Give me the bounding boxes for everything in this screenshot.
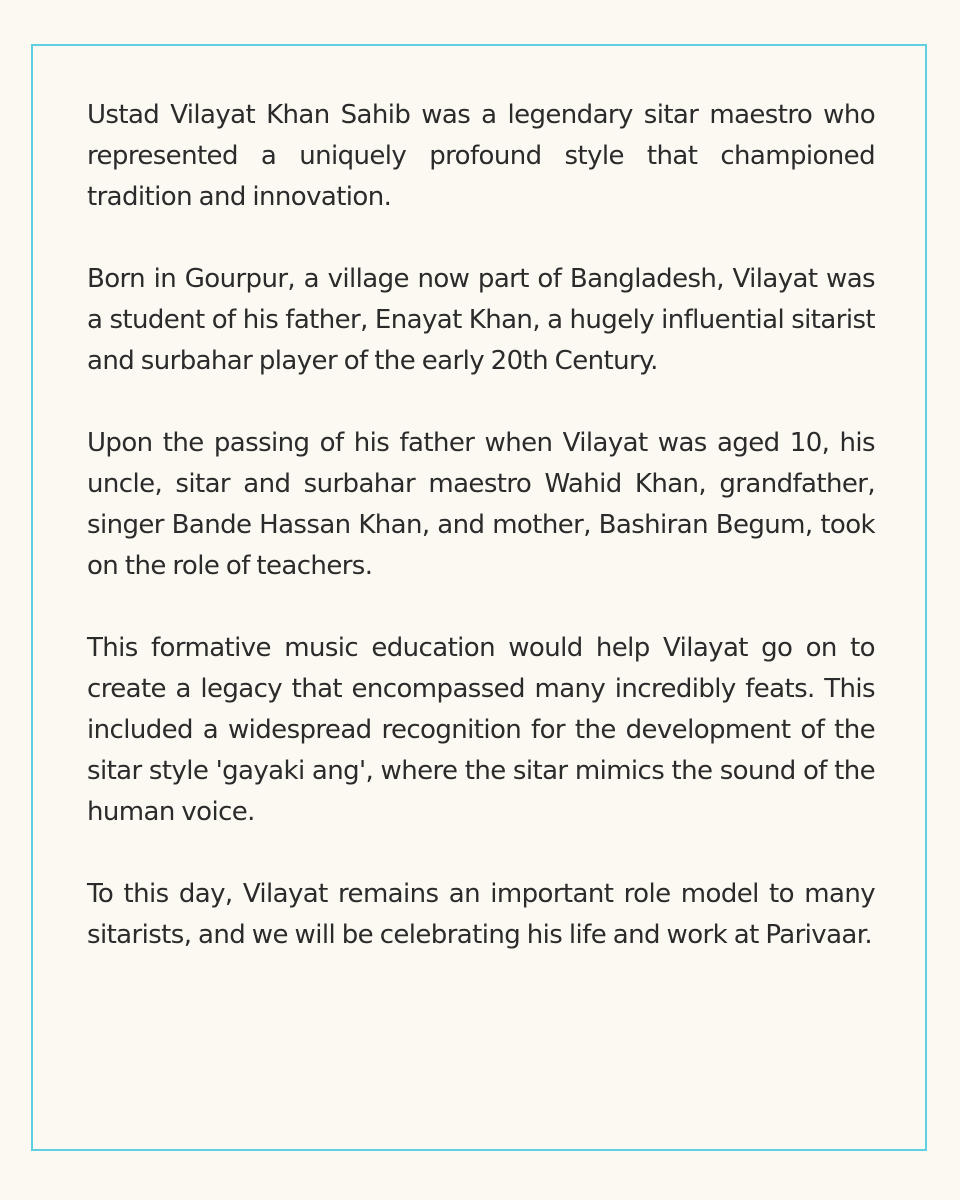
paragraph-teachers: Upon the passing of his father when Vilayat was aged 10, his uncle, sitar and surbahar maestro Wahid Khan, grandfather, singer Bande Hassan Khan, and mother, Bashiran Begum, took on the role of teachers. xyxy=(87,428,875,581)
paragraph-celebration: To this day, Vilayat remains an important role model to many sitarists, and we will be celebrating his life and work at Parivaar. xyxy=(87,879,875,950)
paragraph-birth: Born in Gourpur, a village now part of Bangladesh, Vilayat was a student of his father, Enayat Khan, a hugely influential sitarist and surbahar player of the early 20th Century. xyxy=(87,264,875,376)
paragraph-legacy: This formative music education would help Vilayat go on to create a legacy that encompassed many incredibly feats. This included a widespread recognition for the development of the sitar style 'gayaki ang', where the sitar mimics the sound of the human voice. xyxy=(87,633,875,827)
article-body xyxy=(87,95,875,956)
paragraph-intro: Ustad Vilayat Khan Sahib was a legendary sitar maestro who represented a uniquely profound style that championed tradition and innovation. xyxy=(87,100,875,212)
